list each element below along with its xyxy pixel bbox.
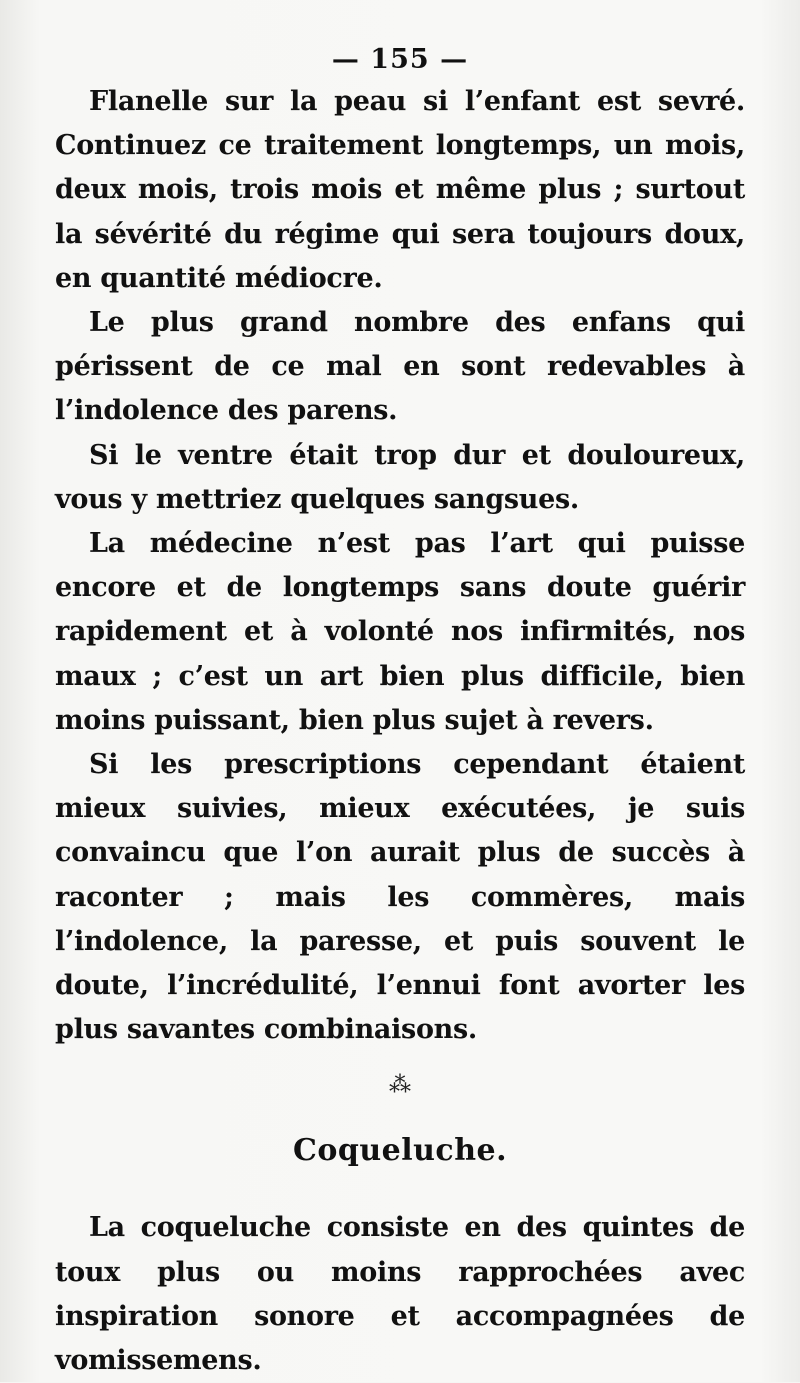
paragraph-3: Si le ventre était trop dur et douloureux, vous y mettriez quelques sangsues. [55, 439, 745, 515]
title-spacer [55, 1176, 745, 1206]
section-title: Coqueluche. [292, 1133, 508, 1169]
paragraph-1: Flanelle sur la peau si l’enfant est sevré. Continuez ce traitement longtemps, un mois, deux mois, trois mois et même plus ; surtout la sévérité du régime qui sera toujours doux, en quantité médiocre. [55, 86, 745, 294]
section-paragraph: La coqueluche consiste en des quintes de toux plus ou moins rapprochées avec inspiration sonore et accompagnées de vomissemens. [55, 1212, 745, 1377]
paragraph-5: Si les prescriptions cependant étaient mieux suivies, mieux exécutées, je suis convaincu que l’on aurait plus de succès à raconter ; mais les commères, mais l’indolence, la paresse, et puis souvent le doute, l’incrédulité, l’ennui font avorter les plus savantes combinaisons. [55, 749, 745, 1046]
page-content [55, 40, 745, 1383]
paragraph-4: La médecine n’est pas l’art qui puisse encore et de longtemps sans doute guérir rapidement et à volonté nos infirmités, nos maux ; c’est un art bien plus difficile, bien moins puissant, bien plus sujet à revers. [55, 528, 745, 736]
page-number: — 155 — [331, 44, 469, 75]
ornament-divider: ⁂ [389, 1073, 411, 1099]
paragraph-2: Le plus grand nombre des enfans qui périssent de ce mal en sont redevables à l’indolence des parens. [55, 307, 745, 427]
